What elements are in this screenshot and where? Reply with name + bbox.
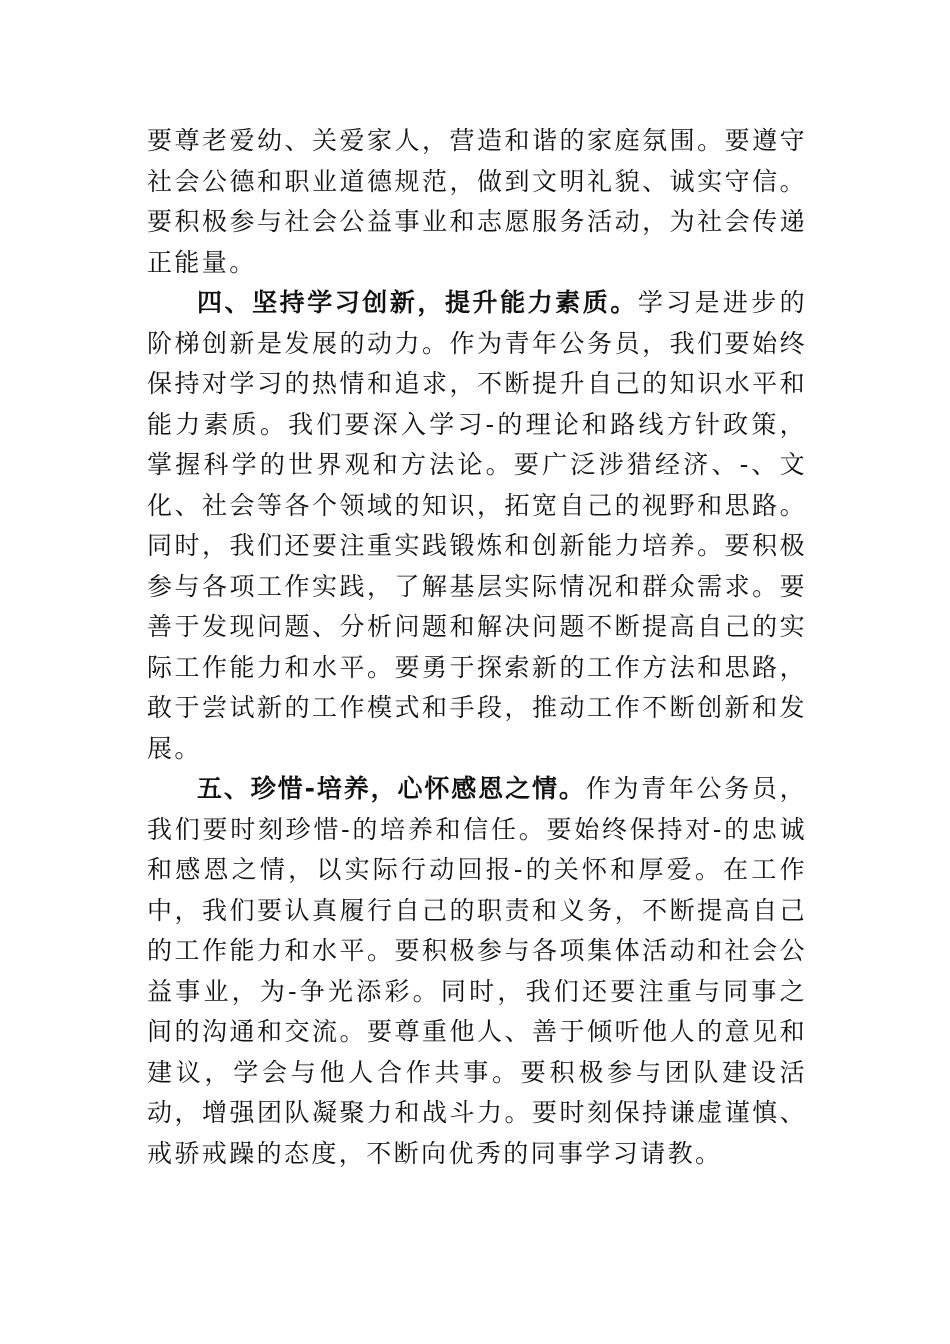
paragraph-section-five xyxy=(147,769,807,1174)
paragraph-section-four xyxy=(147,283,807,769)
paragraph-body: 作为青年公务员，我们要时刻珍惜-的培养和信任。要始终保持对-的忠诚和感恩之情，以实际行动回报-的关怀和厚爱。在工作中，我们要认真履行自己的职责和义务，不断提高自己的工作能力和水平。要积极参与各项集体活动和社会公益事业，为-争光添彩。同时，我们还要注重与同事之间的沟通和交流。要尊重他人、善于倾听他人的意见和建议，学会与他人合作共事。要积极参与团队建设活动，增强团队凝聚力和战斗力。要时刻保持谦虚谨慎、戒骄戒躁的态度，不断向优秀的同事学习请教。 xyxy=(147,774,807,1168)
section-heading: 四、坚持学习创新，提升能力素质。 xyxy=(197,288,638,317)
paragraph-continued xyxy=(147,121,807,283)
section-heading: 五、珍惜-培养，心怀感恩之情。 xyxy=(197,774,586,803)
document-page xyxy=(147,121,807,1174)
paragraph-body: 要尊老爱幼、关爱家人，营造和谐的家庭氛围。要遵守社会公德和职业道德规范，做到文明礼貌、诚实守信。要积极参与社会公益事业和志愿服务活动，为社会传递正能量。 xyxy=(147,126,807,277)
paragraph-body: 学习是进步的阶梯创新是发展的动力。作为青年公务员，我们要始终保持对学习的热情和追求，不断提升自己的知识水平和能力素质。我们要深入学习-的理论和路线方针政策，掌握科学的世界观和方法论。要广泛涉猎经济、-、文化、社会等各个领域的知识，拓宽自己的视野和思路。同时，我们还要注重实践锻炼和创新能力培养。要积极参与各项工作实践，了解基层实际情况和群众需求。要善于发现问题、分析问题和解决问题不断提高自己的实际工作能力和水平。要勇于探索新的工作方法和思路，敢于尝试新的工作模式和手段，推动工作不断创新和发展。 xyxy=(147,288,807,763)
